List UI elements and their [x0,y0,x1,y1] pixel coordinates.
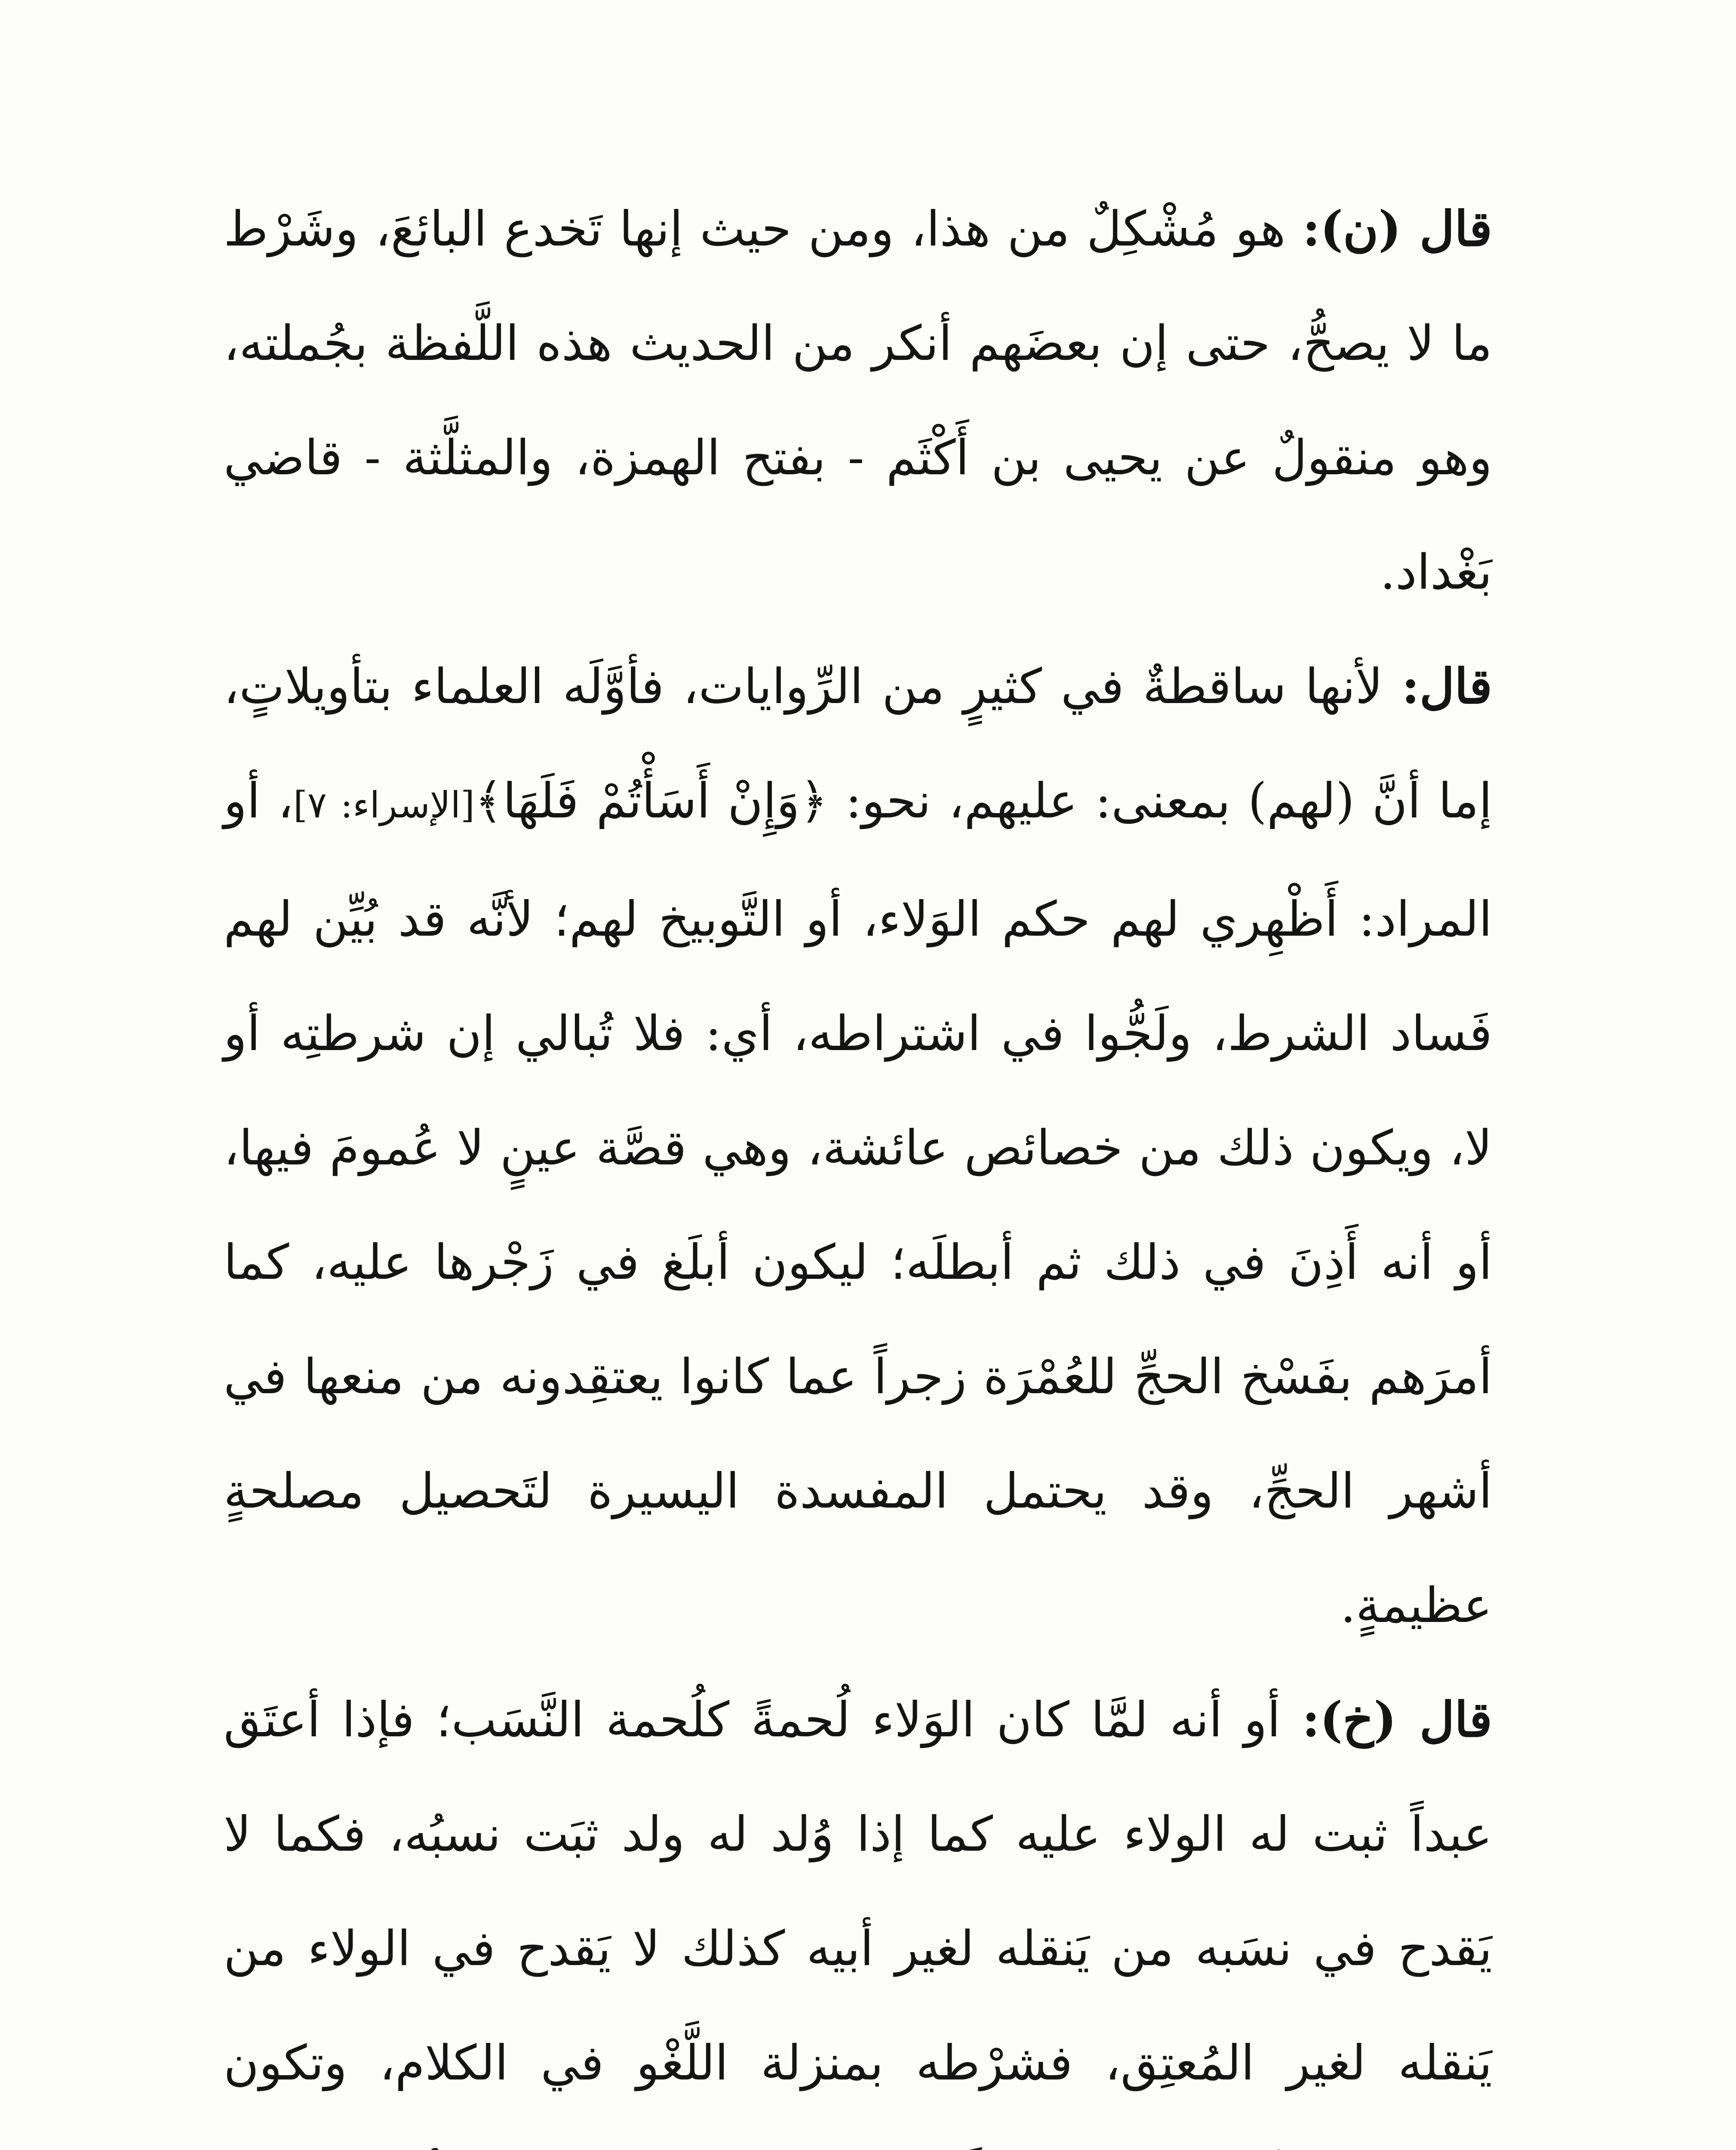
paragraph-text: لأنها ساقطةٌ في كثيرٍ من الرِّوايات، فأوَّلَه العلماء بتأويلاتٍ، إما أنَّ (لهم) بمعنى: عليهم، نحو: [224,659,1492,829]
paragraph-2 [224,630,1492,1663]
page-body [224,172,1492,2150]
paragraph-lead: قال (ن): [1302,201,1493,257]
paragraph-3 [224,1663,1492,2150]
paragraph-1 [224,172,1492,630]
paragraph-text: أو أنه لمَّا كان الوَلاء لُحمةً كلُحمة النَّسَب؛ فإذا أعتَق عبداً ثبت له الولاء عليه كما إذا وُلد له ولد ثبَت نسبُه، فكما لا يَقدح في نسَبه من يَنقله لغير أبيه كذلك لا يَقدح في الولاء من يَنقله لغير المُعتِق، فشرْطه بمنزلة اللَّغْو في الكلام، وتكون [224,1692,1492,2091]
paragraph-text: هو مُشْكِلٌ من هذا، ومن حيث إنها تَخدع البائعَ، وشَرْط ما لا يصحُّ، حتى إن بعضَهم أنكر من الحديث هذه اللَّفظة بجُملته، وهو منقولٌ عن يحيى بن أَكْثَم - بفتح الهمزة، والمثلَّثة - قاضي بَغْداد. [224,201,1492,600]
quran-reference: [الإسراء: ٧] [293,784,475,826]
paragraph-text-continued: ، أو المراد: أَظْهِري لهم حكم الوَلاء، أو التَّوبيخ لهم؛ لأنَّه قد بُيِّن لهم فَساد الشرط، ولَجُّوا في اشتراطه، أي: فلا تُبالي إن شرطتِه أو لا، ويكون ذلك من خصائص عائشة، وهي قصَّة عينٍ لا عُمومَ فيها، أو أنه أَذِنَ في ذلك ثم أبطلَه؛ ليكون أبلَغ في زَجْرها عليه، كما أمرَهم بفَسْخ الحجِّ للعُمْرَة زجراً عما كانوا يعتقِدونه من منعها في أشهر الحجِّ، وقد يحتمل المفسدة اليسيرة لتَحصيل مصلحةٍ عظيمةٍ. [224,773,1492,1634]
paragraph-lead: قال (خ): [1302,1692,1493,1748]
quran-verse: ﴿وَإِنْ أَسَأْتُمْ فَلَهَا﴾ [474,773,828,829]
paragraph-lead: قال: [1401,658,1492,715]
